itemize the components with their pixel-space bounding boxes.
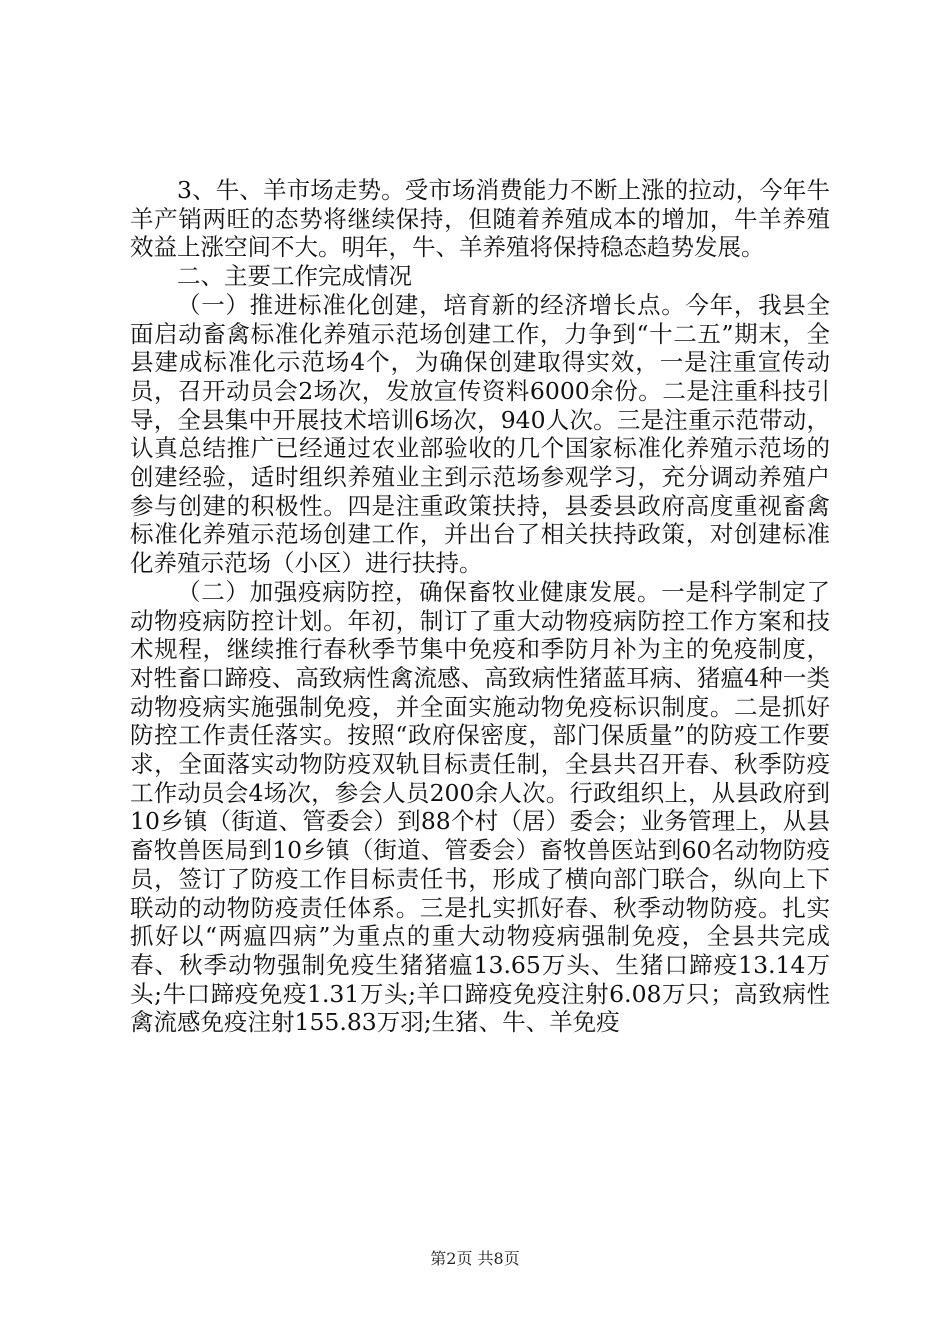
document-body [130, 176, 830, 1037]
section-heading-main-work: 二、主要工作完成情况 [177, 262, 412, 291]
paragraph-standardization: （一）推进标准化创建，培育新的经济增长点。今年，我县全面启动畜禽标准化养殖示范场创建工作，力争到“十二五”期末，全县建成标准化示范场4个，为确保创建取得实效，一是注重宣传动员，召开动员会2场次，发放宣传资料6000余份。二是注重科技引导，全县集中开展技术培训6场次，940人次。三是注重示范带动，认真总结推广已经通过农业部验收的几个国家标准化养殖示范场的创建经验，适时组织养殖业主到示范场参观学习，充分调动养殖户参与创建的积极性。四是注重政策扶持，县委县政府高度重视畜禽标准化养殖示范场创建工作，并出台了相关扶持政策，对创建标准化养殖示范场（小区）进行扶持。 [130, 290, 830, 578]
paragraph-disease-control: （二）加强疫病防控，确保畜牧业健康发展。一是科学制定了动物疫病防控计划。年初，制订了重大动物疫病防控工作方案和技术规程，继续推行春秋季节集中免疫和季防月补为主的免疫制度，对牲畜口蹄疫、高致病性禽流感、高致病性猪蓝耳病、猪瘟4种一类动物疫病实施强制免疫，并全面实施动物免疫标识制度。二是抓好防控工作责任落实。按照“政府保密度，部门保质量”的防疫工作要求，全面落实动物防疫双轨目标责任制，全县共召开春、秋季防疫工作动员会4场次，参会人员200余人次。行政组织上，从县政府到10乡镇（街道、管委会）到88个村（居）委会；业务管理上，从县畜牧兽医局到10乡镇（街道、管委会）畜牧兽医站到60名动物防疫员，签订了防疫工作目标责任书，形成了横向部门联合，纵向上下联动的动物防疫责任体系。三是扎实抓好春、秋季动物防疫。扎实抓好以“两瘟四病”为重点的重大动物疫病强制免疫，全县共完成春、秋季动物强制免疫生猪猪瘟13.65万头、生猪口蹄疫13.14万头;牛口蹄疫免疫1.31万头;羊口蹄疫免疫注射6.08万只；高致病性禽流感免疫注射155.83万羽;生猪、牛、羊免疫 [130, 577, 830, 1037]
page-number-footer: 第2页 共8页 [430, 1249, 520, 1268]
paragraph-cattle-sheep-market: 3、牛、羊市场走势。受市场消费能力不断上涨的拉动，今年牛羊产销两旺的态势将继续保持，但随着养殖成本的增加，牛羊养殖效益上涨空间不大。明年，牛、羊养殖将保持稳态趋势发展。 [130, 176, 830, 262]
